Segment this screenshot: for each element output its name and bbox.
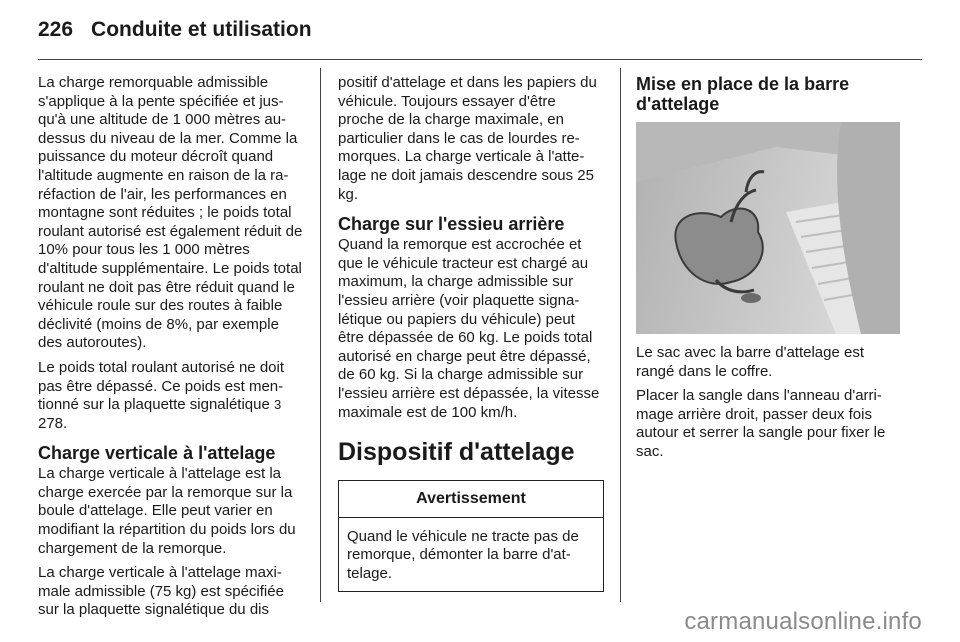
paragraph: La charge verticale à l'attelage est la charge exercée par la remorque sur la boule d'attelage. Elle peut varier en modifiant la répartition du poids lors du chargement de la remorque. — [38, 465, 296, 557]
heading-dispositif: Dispositif d'attelage — [338, 438, 575, 467]
caption: Placer la sangle dans l'anneau d'arrimage arrière droit, passer deux fois autour et serrer la sangle pour fixer le sac. — [636, 387, 886, 460]
column-divider-2 — [620, 68, 621, 602]
column-3 — [636, 74, 902, 468]
paragraph: Quand la remorque est accrochée et que le véhicule tracteur est chargé au maximum, la charge admissible sur l'essieu arrière (voir plaquette signalétique ou papiers du véhicule) peut être dépassée de 60 kg. Le poids total autorisé en charge peut être dépassé, de 60 kg. Si la charge admissible sur l'essieu arrière est dépassée, la vitesse maximale est de 100 km/h. — [338, 236, 600, 421]
page-reference[interactable]: 278. — [38, 414, 68, 432]
column-divider-1 — [320, 68, 321, 602]
warning-title: Avertissement — [339, 481, 603, 518]
column-2 — [338, 74, 604, 592]
section-title: Conduite et utilisation — [91, 18, 312, 41]
warning-box — [338, 480, 604, 592]
paragraph: La charge verticale à l'attelage maximale admissible (75 kg) est spécifiée sur la plaquette signalétique du dis — [38, 564, 284, 619]
paragraph: Le poids total roulant autorisé ne doit pas être dépassé. Ce poids est mentionné sur la plaquette signalétique 3 278. — [38, 358, 284, 432]
warning-text: Quand le véhicule ne tracte pas de remorque, démonter la barre d'attelage. — [347, 527, 579, 582]
watermark: carmanualsonline.info — [684, 608, 922, 635]
heading-charge-verticale: Charge verticale à l'attelage — [38, 443, 276, 464]
paragraph: La charge remorquable admissible s'applique à la pente spécifiée et jusqu'à une altitude de 1 000 mètres audessus du niveau de la mer. Comme la puissance du moteur décroît quand l'altitude augmente en raison de la raréfaction de l'air, les performances en montagne sont réduites ; le poids total roulant autorisé est également réduit de 10% pour tous les 1 000 mètres d'altitude supplémentaire. Le poids total roulant ne doit pas être réduit quand le véhicule roule sur des routes à faible déclivité (moins de 8%, par exemple des autoroutes). — [38, 74, 303, 352]
page-number: 226 — [38, 18, 74, 41]
page-reference-icon: 3 — [274, 397, 282, 413]
page-header — [38, 18, 312, 48]
trunk-photo — [636, 122, 900, 334]
heading-essieu: Charge sur l'essieu arrière — [338, 214, 565, 235]
caption: Le sac avec la barre d'attelage est rangé dans le coffre. — [636, 344, 865, 380]
column-1 — [38, 74, 305, 626]
header-rule — [38, 59, 922, 60]
paragraph: positif d'attelage et dans les papiers du véhicule. Toujours essayer d'être proche de la charge maximale, en particulier dans le cas de lourdes remorques. La charge verticale à l'attelage ne doit jamais descendre sous 25 kg. — [338, 74, 597, 203]
heading-mise-en-place: Mise en place de la barre d'attelage — [636, 74, 850, 114]
